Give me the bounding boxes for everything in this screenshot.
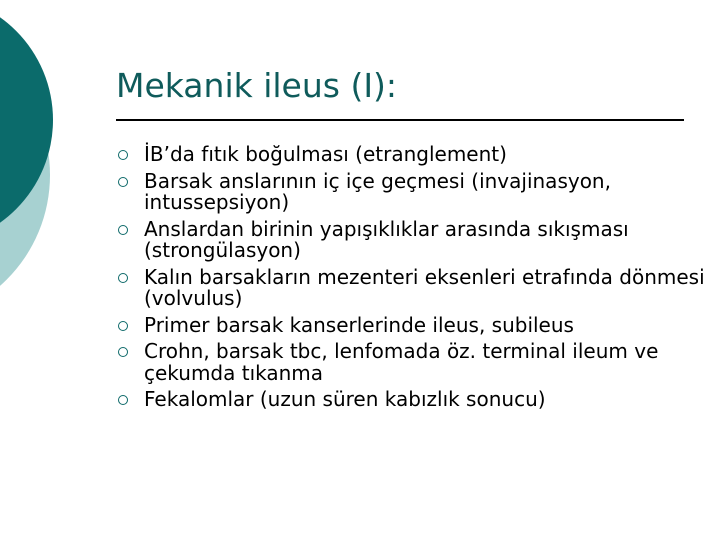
bullet-text: Kalın barsakların mezenteri eksenleri etrafında dönmesi (volvulus)	[144, 264, 705, 310]
bullet-text: Barsak anslarının iç içe geçmesi (invajinasyon, intussepsiyon)	[144, 168, 611, 214]
bullet-item	[118, 168, 708, 214]
hollow-circle-bullet-icon	[118, 347, 128, 357]
slide-title: Mekanik ileus (I):	[116, 66, 398, 105]
bullet-text: Anslardan birinin yapışıklıklar arasında sıkışması (strongülasyon)	[144, 216, 629, 262]
hollow-circle-bullet-icon	[118, 225, 128, 235]
hollow-circle-bullet-icon	[118, 273, 128, 283]
bullet-item	[118, 144, 708, 166]
bullet-item	[118, 312, 708, 337]
hollow-circle-bullet-icon	[118, 321, 128, 331]
bullet-text: Crohn, barsak tbc, lenfomada öz. terminal ileum ve çekumda tıkanma	[144, 339, 659, 385]
bullet-text: İB’da fıtık boğulması (etranglement)	[144, 142, 507, 166]
bullet-item	[118, 389, 708, 411]
decorative-circles	[0, 0, 120, 300]
hollow-circle-bullet-icon	[118, 395, 128, 405]
title-underline	[116, 119, 684, 121]
bullet-list	[118, 144, 708, 416]
hollow-circle-bullet-icon	[118, 150, 128, 160]
bullet-item	[118, 341, 708, 384]
hollow-circle-bullet-icon	[118, 177, 128, 187]
bullet-text: Fekalomlar (uzun süren kabızlık sonucu)	[144, 387, 546, 411]
bullet-item	[118, 264, 708, 310]
bullet-text: Primer barsak kanserlerinde ileus, subileus	[144, 312, 574, 337]
bullet-item	[118, 216, 708, 262]
